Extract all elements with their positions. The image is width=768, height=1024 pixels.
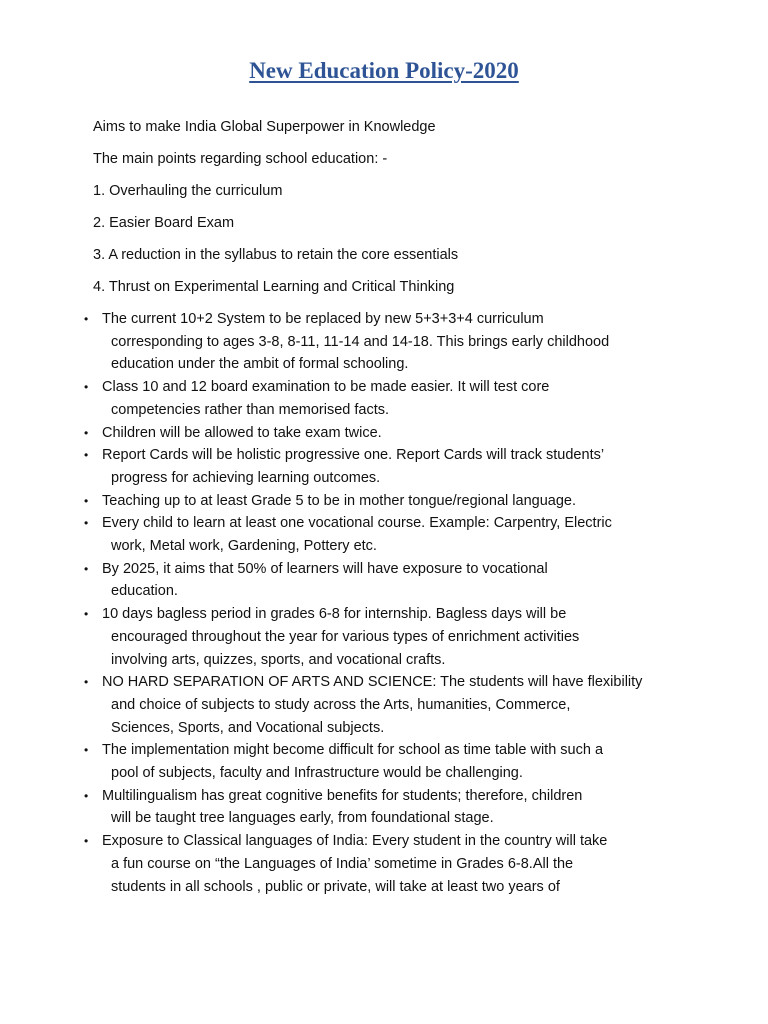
numbered-point: 2. Easier Board Exam <box>93 215 235 231</box>
bullet-dot-icon: • <box>84 788 89 803</box>
bullet-dot-icon: • <box>84 561 89 576</box>
bullet-item <box>84 444 684 489</box>
bullet-text-continuation: students in all schools , public or private, will take at least two years of <box>111 878 560 895</box>
bullet-text: NO HARD SEPARATION OF ARTS AND SCIENCE: The students will have flexibility <box>102 674 643 691</box>
bullet-text-continuation: encouraged throughout the year for various types of enrichment activities <box>111 628 580 645</box>
bullet-item <box>84 490 684 513</box>
bullet-item <box>84 739 684 784</box>
bullet-dot-icon: • <box>84 675 89 690</box>
bullet-item <box>84 830 684 898</box>
intro-line: Aims to make India Global Superpower in Knowledge <box>93 119 436 135</box>
bullet-dot-icon: • <box>84 516 89 531</box>
bullet-item <box>84 558 684 603</box>
bullet-text: Teaching up to at least Grade 5 to be in mother tongue/regional language. <box>102 492 576 509</box>
bullet-dot-icon: • <box>84 312 89 326</box>
bullet-dot-icon: • <box>84 493 89 508</box>
numbered-point: 4. Thrust on Experimental Learning and Critical Thinking <box>93 279 455 295</box>
intro-line: The main points regarding school education: - <box>93 151 388 167</box>
bullet-text-continuation: will be taught tree languages early, from foundational stage. <box>111 810 494 827</box>
bullet-text-continuation: and choice of subjects to study across the Arts, humanities, Commerce, <box>111 696 571 713</box>
bullet-dot-icon: • <box>84 448 89 463</box>
bullet-text-continuation: Sciences, Sports, and Vocational subjects. <box>111 719 385 736</box>
bullet-text-continuation: competencies rather than memorised facts. <box>111 401 390 418</box>
bullet-list <box>84 308 684 898</box>
bullet-item <box>84 603 684 671</box>
bullet-text-continuation: progress for achieving learning outcomes. <box>111 469 381 486</box>
bullet-item <box>84 671 684 739</box>
bullet-text-continuation: a fun course on “the Languages of India’ sometime in Grades 6-8.All the <box>111 855 574 872</box>
page-title: New Education Policy-2020 <box>249 58 519 83</box>
intro-section <box>93 116 693 308</box>
bullet-text: The implementation might become difficult for school as time table with such a <box>102 742 604 759</box>
bullet-dot-icon: • <box>84 425 89 440</box>
bullet-item <box>84 422 684 445</box>
bullet-item <box>84 376 684 421</box>
bullet-text-continuation: pool of subjects, faculty and Infrastructure would be challenging. <box>111 765 523 782</box>
bullet-text: The current 10+2 System to be replaced by new 5+3+3+4 curriculum <box>102 311 544 327</box>
bullet-text-continuation: corresponding to ages 3-8, 8-11, 11-14 and 14-18. This brings early childhood <box>111 333 610 350</box>
numbered-point: 1. Overhauling the curriculum <box>93 183 283 199</box>
bullet-text: Class 10 and 12 board examination to be made easier. It will test core <box>102 379 550 396</box>
bullet-text-continuation: education. <box>111 583 178 600</box>
bullet-dot-icon: • <box>84 834 89 849</box>
numbered-point: 3. A reduction in the syllabus to retain the core essentials <box>93 247 459 263</box>
bullet-item <box>84 785 684 830</box>
bullet-text: Every child to learn at least one vocational course. Example: Carpentry, Electric <box>102 515 612 532</box>
bullet-text: Exposure to Classical languages of India: Every student in the country will take <box>102 833 608 850</box>
bullet-text: Children will be allowed to take exam twice. <box>102 424 382 441</box>
bullet-text: Multilingualism has great cognitive benefits for students; therefore, children <box>102 787 583 804</box>
bullet-dot-icon: • <box>84 607 89 622</box>
bullet-text-continuation: education under the ambit of formal schooling. <box>111 356 409 373</box>
bullet-dot-icon: • <box>84 380 89 395</box>
bullet-text-continuation: work, Metal work, Gardening, Pottery etc. <box>111 538 377 555</box>
bullet-item <box>84 308 684 376</box>
bullet-text: 10 days bagless period in grades 6-8 for internship. Bagless days will be <box>102 606 567 623</box>
bullet-item <box>84 512 684 557</box>
bullet-text-continuation: involving arts, quizzes, sports, and vocational crafts. <box>111 651 446 668</box>
bullet-text: By 2025, it aims that 50% of learners will have exposure to vocational <box>102 560 548 577</box>
bullet-text: Report Cards will be holistic progressive one. Report Cards will track students’ <box>102 447 605 464</box>
bullet-dot-icon: • <box>84 743 89 758</box>
